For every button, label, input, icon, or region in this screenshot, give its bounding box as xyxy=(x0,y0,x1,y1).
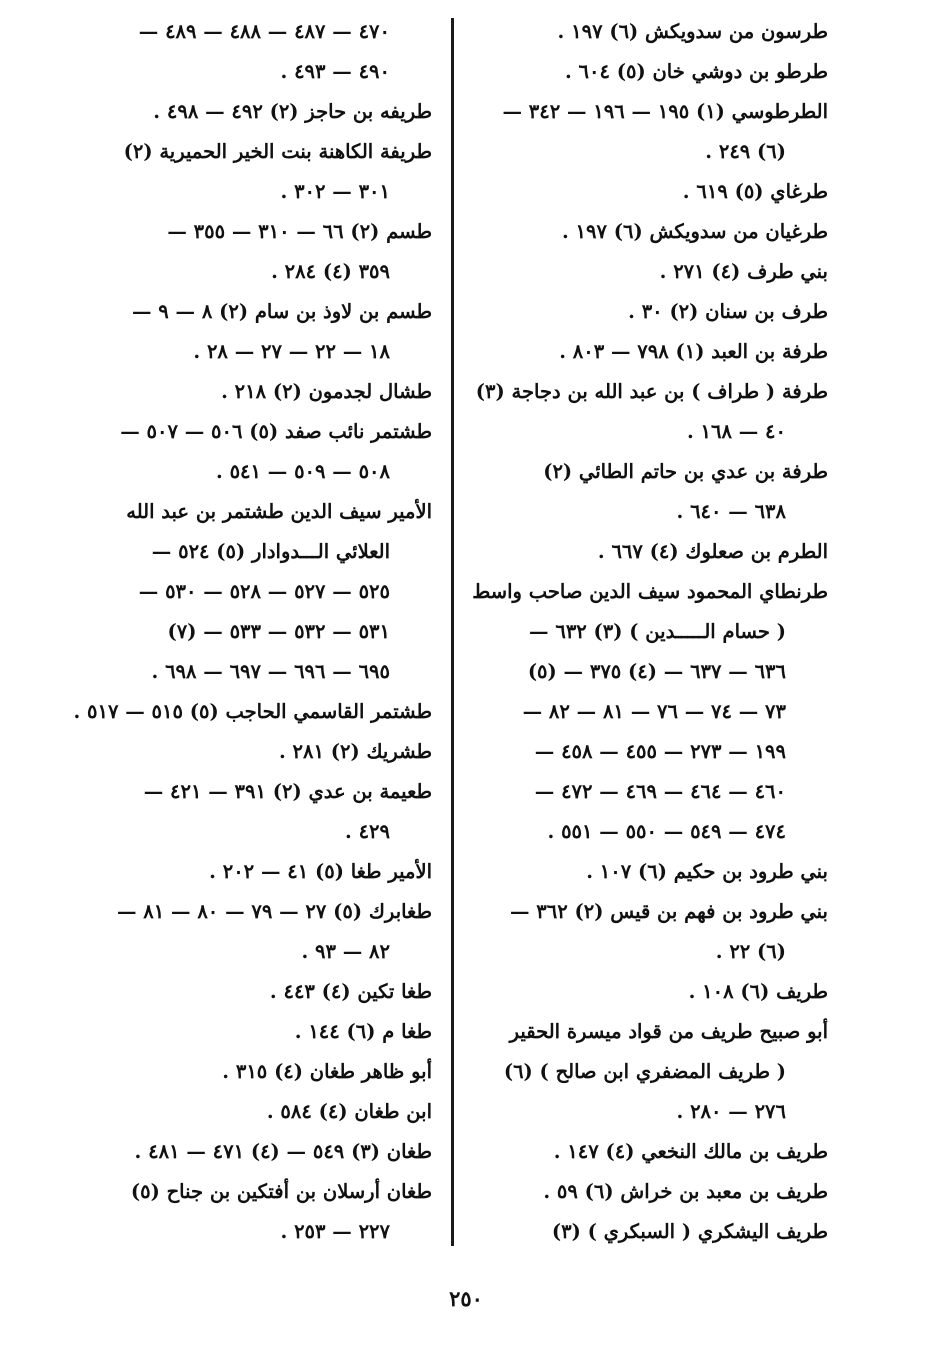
index-entry-continuation: ١٨ — ٢٢ — ٢٧ — ٢٨ . xyxy=(193,340,390,363)
index-entry: طرنطاي المحمود سيف الدين صاحب واسط xyxy=(472,580,828,603)
index-entry-continuation: ٨٢ — ٩٣ . xyxy=(301,940,390,963)
index-entry: بني طرود بن حكيم (٦) ١٠٧ . xyxy=(586,860,828,883)
index-entry-continuation: ٤٧٠ — ٤٨٧ — ٤٨٨ — ٤٨٩ — xyxy=(138,20,390,43)
index-entry-continuation: ٤٢٩ . xyxy=(345,820,390,843)
index-entry-continuation: ٥٠٨ — ٥٠٩ — ٥٤١ . xyxy=(216,460,390,483)
right-column xyxy=(472,12,828,1252)
index-entry-continuation: (٦) ٢٤٩ . xyxy=(705,140,786,163)
index-entry-continuation: ٣٥٩ (٤) ٢٨٤ . xyxy=(271,260,390,283)
index-entry: طرفة بن العبد (١) ٧٩٨ — ٨٠٣ . xyxy=(559,340,828,363)
index-entry: الطرم بن صعلوك (٤) ٦٦٧ . xyxy=(597,540,828,563)
index-entry: بني طرود بن فهم بن قيس (٢) ٣٦٢ — xyxy=(509,900,828,923)
index-entry-continuation: ٧٣ — ٧٤ — ٧٦ — ٨١ — ٨٢ — xyxy=(522,700,786,723)
index-entry-continuation: العلائي الـــدوادار (٥) ٥٢٤ — xyxy=(151,540,390,563)
index-entry: طغان (٣) ٥٤٩ — (٤) ٤٧١ — ٤٨١ . xyxy=(134,1140,432,1163)
index-entry: أبو ظاهر طغان (٤) ٣١٥ . xyxy=(222,1060,432,1083)
index-entry: طرغيان من سدويكش (٦) ١٩٧ . xyxy=(561,220,828,243)
index-entry-continuation: ٦٣٦ — ٦٣٧ — (٤) ٣٧٥ — (٥) xyxy=(527,660,786,683)
index-entry: ابن طغان (٤) ٥٨٤ . xyxy=(266,1100,432,1123)
index-entry: طغان أرسلان بن أفتكين بن جناح (٥) xyxy=(130,1180,432,1203)
index-entry: طغا تكين (٤) ٤٤٣ . xyxy=(269,980,432,1003)
index-entry-continuation: ٤٠ — ١٦٨ . xyxy=(686,420,786,443)
index-entry-continuation: ٦٣٨ — ٦٤٠ . xyxy=(676,500,786,523)
index-entry: طريف بن مالك النخعي (٤) ١٤٧ . xyxy=(553,1140,828,1163)
index-entry: طرفة بن عدي بن حاتم الطائي (٢) xyxy=(543,460,828,483)
column-divider xyxy=(451,18,454,1246)
index-entry-continuation: ٥٢٥ — ٥٢٧ — ٥٢٨ — ٥٣٠ — xyxy=(138,580,390,603)
index-entry-continuation: (٦) ٢٢ . xyxy=(715,940,786,963)
index-entry-continuation: ( حسام الـــــدين ) (٣) ٦٣٢ — xyxy=(529,620,786,643)
index-entry: طريفه بن حاجز (٢) ٤٩٢ — ٤٩٨ . xyxy=(153,100,432,123)
index-entry-continuation: ٥٣١ — ٥٣٢ — ٥٣٣ — (٧) xyxy=(167,620,390,643)
index-entry: بني طرف (٤) ٢٧١ . xyxy=(659,260,828,283)
index-entry: طغا م (٦) ١٤٤ . xyxy=(294,1020,432,1043)
index-entry: طشريك (٢) ٢٨١ . xyxy=(278,740,432,763)
index-entry-continuation: ٤٧٤ — ٥٤٩ — ٥٥٠ — ٥٥١ . xyxy=(547,820,786,843)
index-entry: طعيمة بن عدي (٢) ٣٩١ — ٤٢١ — xyxy=(143,780,432,803)
index-entry-continuation: ٢٢٧ — ٢٥٣ . xyxy=(280,1220,390,1243)
index-entry: طسم بن لاوذ بن سام (٢) ٨ — ٩ — xyxy=(131,300,432,323)
index-entry: الأمير طغا (٥) ٤١ — ٢٠٢ . xyxy=(209,860,432,883)
index-entry: طشال لجدمون (٢) ٢١٨ . xyxy=(221,380,432,403)
index-entry: طرف بن سنان (٢) ٣٠ . xyxy=(628,300,828,323)
index-entry-continuation: ٤٦٠ — ٤٦٤ — ٤٦٩ — ٤٧٢ — xyxy=(534,780,786,803)
page-number: ٢٥٠ xyxy=(449,1286,483,1311)
index-entry-continuation: ( طريف المضفري ابن صالح ) (٦) xyxy=(503,1060,786,1083)
index-entry: طرفة ( طراف ) بن عبد الله بن دجاجة (٣) xyxy=(475,380,828,403)
index-entry: طغابرك (٥) ٢٧ — ٧٩ — ٨٠ — ٨١ — xyxy=(117,900,432,923)
index-entry: الأمير سيف الدين طشتمر بن عبد الله xyxy=(126,500,432,523)
index-entry: طرطو بن دوشي خان (٥) ٦٠٤ . xyxy=(564,60,828,83)
index-entry: طرغاي (٥) ٦١٩ . xyxy=(682,180,828,203)
index-entry-continuation: ١٩٩ — ٢٧٣ — ٤٥٥ — ٤٥٨ — xyxy=(534,740,786,763)
index-entry: طسم (٢) ٦٦ — ٣١٠ — ٣٥٥ — xyxy=(167,220,432,243)
index-entry: الطرطوسي (١) ١٩٥ — ١٩٦ — ٣٤٢ — xyxy=(502,100,828,123)
index-entry-continuation: ٣٠١ — ٣٠٢ . xyxy=(280,180,390,203)
index-entry: طريف اليشكري ( السبكري ) (٣) xyxy=(551,1220,828,1243)
left-column xyxy=(73,12,432,1252)
index-entry: طريف بن معبد بن خراش (٦) ٥٩ . xyxy=(543,1180,828,1203)
index-entry-continuation: ٦٩٥ — ٦٩٦ — ٦٩٧ — ٦٩٨ . xyxy=(151,660,390,683)
index-entry: طريفة الكاهنة بنت الخير الحميرية (٢) xyxy=(123,140,432,163)
index-entry: أبو صبيح طريف من قواد ميسرة الحقير xyxy=(509,1020,828,1043)
index-entry: طشتمر نائب صفد (٥) ٥٠٦ — ٥٠٧ — xyxy=(120,420,432,443)
index-entry-continuation: ٤٩٠ — ٤٩٣ . xyxy=(280,60,390,83)
index-entry: طرسون من سدويكش (٦) ١٩٧ . xyxy=(557,20,828,43)
index-entry: طريف (٦) ١٠٨ . xyxy=(688,980,828,1003)
index-entry-continuation: ٢٧٦ — ٢٨٠ . xyxy=(676,1100,786,1123)
index-entry: طشتمر القاسمي الحاجب (٥) ٥١٥ — ٥١٧ . xyxy=(73,700,432,723)
